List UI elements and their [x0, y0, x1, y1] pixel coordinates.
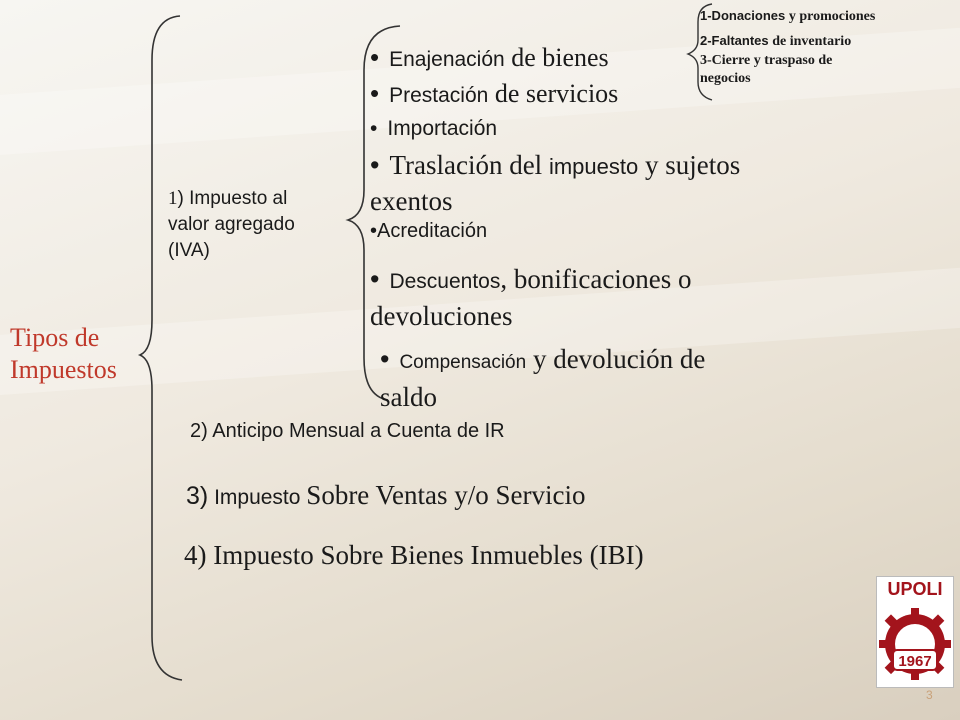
- iva-item-acreditacion: •Acreditación: [370, 220, 488, 242]
- upoli-logo: [876, 576, 954, 688]
- iva-label-line2: valor agregado: [168, 214, 295, 235]
- tax-ibi: 4) Impuesto Sobre Bienes Inmuebles (IBI): [184, 540, 644, 570]
- iva-item-importacion: • Importación: [370, 116, 497, 141]
- page-number: 3: [926, 688, 933, 702]
- root-label: [10, 322, 117, 386]
- iva-item-enajenacion: • Enajenación de bienes: [370, 42, 609, 73]
- root-label-line2: Impuestos: [10, 355, 117, 384]
- iva-item-prestacion: • Prestación de servicios: [370, 78, 618, 109]
- iva-item-descuentos: • Descuentos, bonificaciones o devoluciones: [370, 262, 692, 333]
- root-label-line1: Tipos de: [10, 323, 100, 352]
- enajenacion-subitems: [700, 6, 875, 88]
- iva-label-line3: (IVA): [168, 240, 210, 261]
- sub-item-cierre: 3-Cierre y traspaso de negocios: [700, 53, 833, 86]
- tax-ventas: 3) Impuesto Sobre Ventas y/o Servicio: [186, 480, 586, 510]
- logo-text: UPOLI: [887, 579, 943, 599]
- gear-seal-icon: [877, 600, 953, 684]
- iva-item-traslacion: • Traslación del impuesto y sujetos exentos: [370, 148, 740, 218]
- sub-item-faltantes: 2-Faltantes de inventario: [700, 33, 852, 49]
- iva-label: [168, 186, 295, 264]
- logo-year: 1967: [898, 653, 932, 670]
- tax-anticipo: 2) Anticipo Mensual a Cuenta de IR: [190, 420, 505, 442]
- iva-label-line1: ) Impuesto al: [177, 188, 288, 209]
- root-brace: [140, 16, 182, 680]
- iva-item-compensacion: • Compensación y devolución de saldo: [380, 342, 705, 414]
- sub-item-donaciones: 1-Donaciones y promociones: [700, 8, 876, 24]
- iva-label-number: 1: [168, 188, 178, 209]
